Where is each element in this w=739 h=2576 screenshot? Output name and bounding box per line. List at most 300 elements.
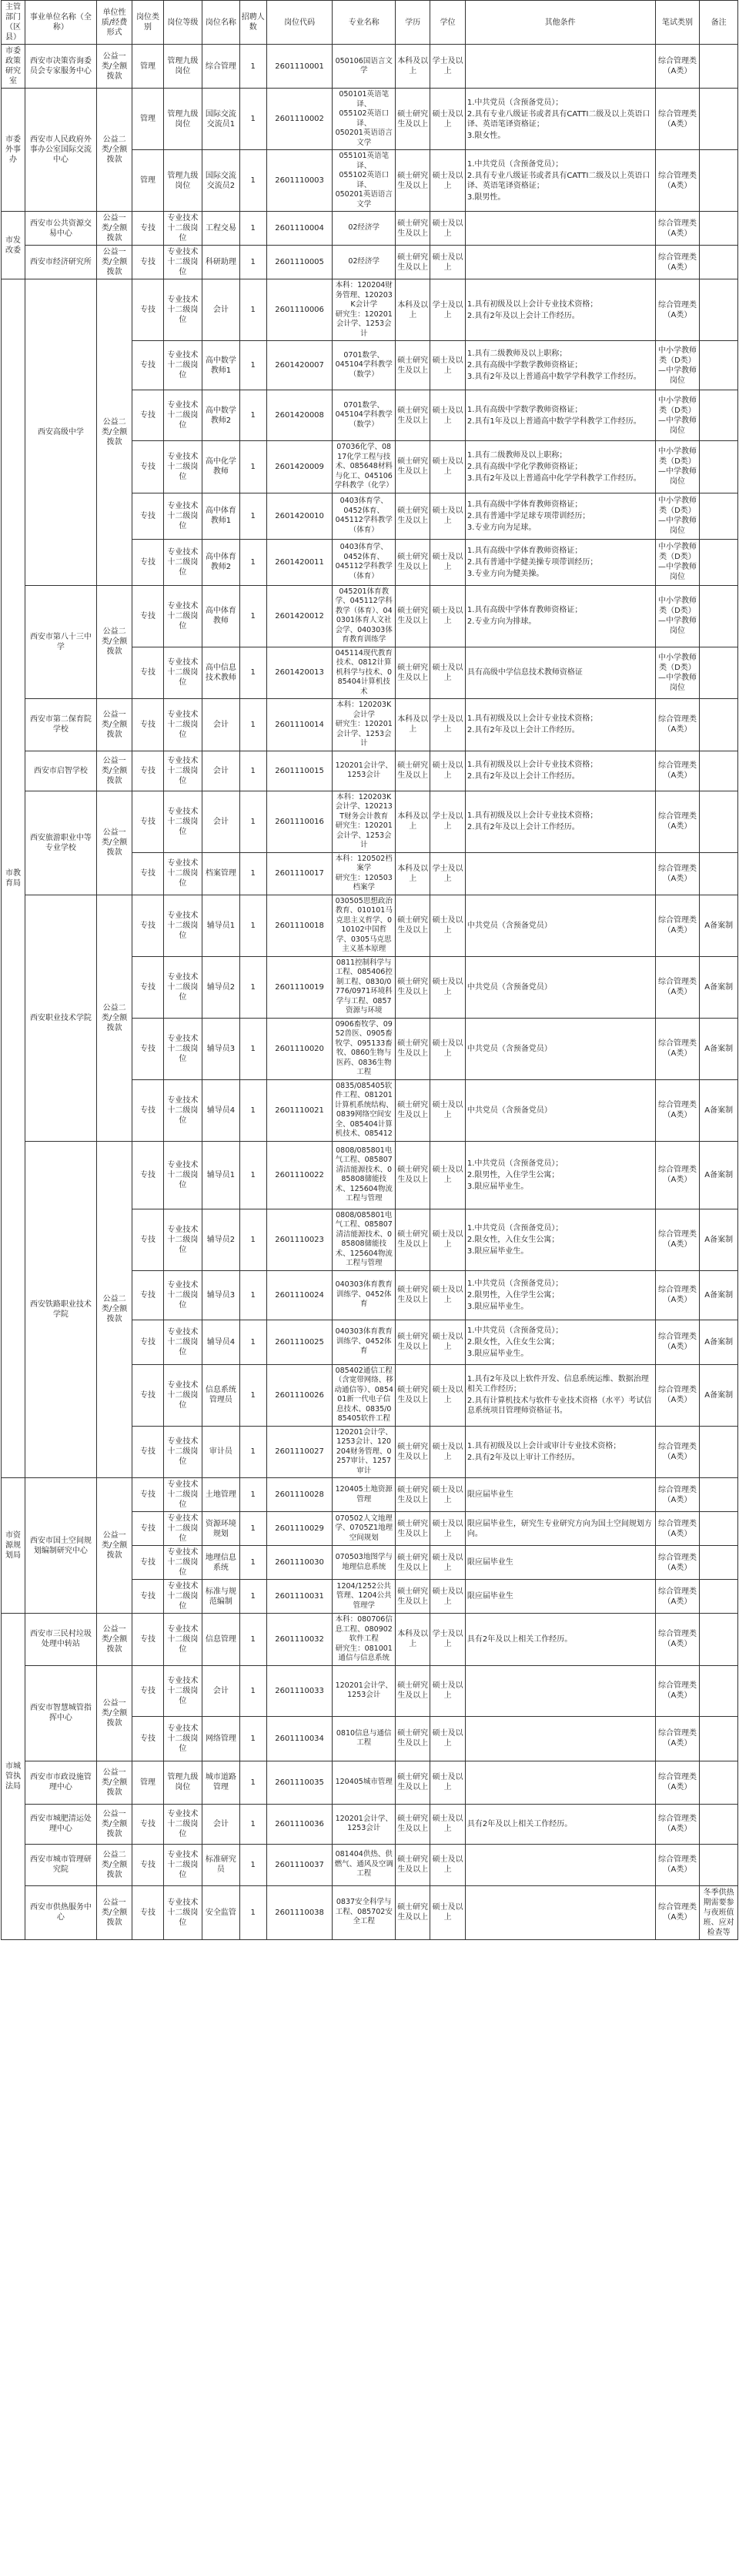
- table-row: [2, 1761, 738, 1804]
- category-cell: 专技: [132, 246, 163, 279]
- nature-cell: 公益二类/全额拨款: [96, 1141, 132, 1478]
- degree-cell: 硕士及以上: [430, 1079, 465, 1141]
- condition-line: 限应届毕业生: [466, 1490, 513, 1499]
- code-cell: 2601110033: [266, 1665, 333, 1716]
- education-cell: 硕士研究生及以上: [395, 441, 430, 493]
- post-cell: 国际交流交流员2: [202, 150, 240, 212]
- exam-cell: 综合管理类（A类）: [655, 1885, 700, 1939]
- post-cell: 城市道路管理: [202, 1761, 240, 1804]
- major-cell: [333, 895, 396, 956]
- condition-line: 具有高级中学信息技术教师资格证: [466, 668, 583, 677]
- major-cell: [333, 341, 396, 390]
- remarks-cell: A备案制: [700, 895, 738, 956]
- category-cell: 管理: [132, 89, 163, 150]
- exam-cell: 综合管理类（A类）: [655, 1546, 700, 1580]
- category-cell: 专技: [132, 791, 163, 852]
- table-row: [2, 699, 738, 751]
- category-cell: 管理: [132, 1761, 163, 1804]
- condition-line: 2.具有普通中学足球专项带训经历；: [466, 511, 590, 520]
- code-cell: 2601110027: [266, 1426, 333, 1478]
- post-cell: 安全监管: [202, 1885, 240, 1939]
- degree-cell: 硕士及以上: [430, 1141, 465, 1209]
- exam-cell: 中小学教师类（D类）—中学教师岗位: [655, 441, 700, 493]
- category-cell: 专技: [132, 852, 163, 895]
- level-cell: 专业技术十二级岗位: [163, 1209, 202, 1270]
- conditions-cell: [465, 493, 655, 539]
- exam-cell: 综合管理类（A类）: [655, 852, 700, 895]
- header-dept: 主管部门（区县）: [2, 1, 25, 45]
- education-cell: 硕士研究生及以上: [395, 539, 430, 585]
- category-cell: 专技: [132, 1665, 163, 1716]
- post-cell: 信息管理: [202, 1614, 240, 1666]
- degree-cell: 硕士及以上: [430, 956, 465, 1018]
- major-line: 040303体育教育训练学、0452体育: [335, 1327, 393, 1356]
- major-line: 120405城市管理: [335, 1777, 393, 1786]
- category-cell: 专技: [132, 1364, 163, 1426]
- code-cell: 2601110028: [266, 1478, 333, 1512]
- major-line: 02经济学: [348, 223, 380, 233]
- major-line: 050201英语语言文学: [335, 190, 393, 209]
- table-row: [2, 279, 738, 341]
- conditions-cell: [465, 390, 655, 441]
- category-cell: 专技: [132, 1844, 163, 1885]
- remarks-cell: [700, 699, 738, 751]
- level-cell: 专业技术十二级岗位: [163, 1804, 202, 1844]
- header-code: 岗位代码: [266, 1, 333, 45]
- nature-cell: 公益二类/全额拨款: [96, 895, 132, 1141]
- major-line: 120201会计学、1253会计: [335, 1814, 393, 1832]
- nature-cell: 公益一类/全额拨款: [96, 246, 132, 279]
- table-row: [2, 895, 738, 956]
- category-cell: 管理: [132, 45, 163, 89]
- nature-cell: 公益二类/全额拨款: [96, 1844, 132, 1885]
- exam-cell: 综合管理类（A类）: [655, 1270, 700, 1320]
- code-cell: 2601110016: [266, 791, 333, 852]
- post-cell: 高中体育教师: [202, 585, 240, 647]
- post-cell: 辅导员2: [202, 1209, 240, 1270]
- level-cell: 专业技术十二级岗位: [163, 212, 202, 246]
- conditions-cell: [465, 1761, 655, 1804]
- condition-line: 2.具有2年及以上会计工作经历。: [466, 726, 580, 735]
- count-cell: 1: [239, 1364, 266, 1426]
- count-cell: 1: [239, 1804, 266, 1844]
- count-cell: 1: [239, 1546, 266, 1580]
- count-cell: 1: [239, 1844, 266, 1885]
- table-row: [2, 1141, 738, 1209]
- level-cell: 专业技术十二级岗位: [163, 1580, 202, 1614]
- post-cell: 地理信息系统: [202, 1546, 240, 1580]
- major-line: 0808/085801电气工程、085807清洁能源技术、085808储能技术、125604物流工程与管理: [335, 1210, 393, 1267]
- exam-cell: 综合管理类（A类）: [655, 751, 700, 791]
- exam-cell: 综合管理类（A类）: [655, 45, 700, 89]
- remarks-cell: A备案制: [700, 1018, 738, 1079]
- post-cell: 辅导员1: [202, 895, 240, 956]
- code-cell: 2601110023: [266, 1209, 333, 1270]
- level-cell: 专业技术十二级岗位: [163, 1614, 202, 1666]
- education-cell: 硕士研究生及以上: [395, 390, 430, 441]
- conditions-cell: [465, 956, 655, 1018]
- conditions-cell: [465, 791, 655, 852]
- level-cell: 专业技术十二级岗位: [163, 1844, 202, 1885]
- category-cell: 专技: [132, 1270, 163, 1320]
- degree-cell: 硕士及以上: [430, 150, 465, 212]
- header-category: 岗位类别: [132, 1, 163, 45]
- unit-cell: 西安市第二保育院学校: [25, 699, 96, 751]
- remarks-cell: [700, 341, 738, 390]
- category-cell: 专技: [132, 390, 163, 441]
- code-cell: 2601110015: [266, 751, 333, 791]
- exam-cell: 综合管理类（A类）: [655, 1614, 700, 1666]
- conditions-cell: [465, 212, 655, 246]
- education-cell: 硕士研究生及以上: [395, 647, 430, 699]
- code-cell: 2601110004: [266, 212, 333, 246]
- post-cell: 辅导员4: [202, 1320, 240, 1364]
- major-line: 085402通信工程（含宽带网络、移动通信等）、085401新一代电子信息技术、0835/085405软件工程: [334, 1366, 393, 1423]
- major-cell: [333, 1844, 396, 1885]
- remarks-cell: [700, 279, 738, 341]
- remarks-cell: [700, 1614, 738, 1666]
- count-cell: 1: [239, 585, 266, 647]
- major-cell: [333, 1546, 396, 1580]
- condition-line: 2.具有专业八级证书或者具有CATTI二级及以上英语口译、英语笔译资格证；: [466, 109, 650, 129]
- major-line: 045112学科教学（体育）: [335, 562, 393, 580]
- remarks-cell: [700, 585, 738, 647]
- count-cell: 1: [239, 341, 266, 390]
- level-cell: 专业技术十二级岗位: [163, 647, 202, 699]
- code-cell: 2601110002: [266, 89, 333, 150]
- condition-line: 2.具有普通中学健美操专项带训经历；: [466, 557, 598, 567]
- exam-cell: 综合管理类（A类）: [655, 1320, 700, 1364]
- exam-cell: 中小学教师类（D类）—中学教师岗位: [655, 390, 700, 441]
- major-line: 040303体育教育训练学、0452体育: [335, 1280, 393, 1309]
- major-line: 0808/085801电气工程、085807清洁能源技术、085808储能技术、125604物流工程与管理: [335, 1146, 393, 1203]
- count-cell: 1: [239, 791, 266, 852]
- category-cell: 专技: [132, 1716, 163, 1761]
- degree-cell: 学士及以上: [430, 45, 465, 89]
- major-cell: [333, 1512, 396, 1546]
- degree-cell: 硕士及以上: [430, 1580, 465, 1614]
- table-row: [2, 751, 738, 791]
- education-cell: 硕士研究生及以上: [395, 585, 430, 647]
- header-nature: 单位性质/经费形式: [96, 1, 132, 45]
- education-cell: 硕士研究生及以上: [395, 212, 430, 246]
- education-cell: 硕士研究生及以上: [395, 1270, 430, 1320]
- remarks-cell: [700, 1716, 738, 1761]
- level-cell: 管理九级岗位: [163, 45, 202, 89]
- condition-line: 2.限男性，入住学生公寓；: [466, 1170, 560, 1179]
- dept-cell: 市委外事办: [2, 89, 25, 212]
- code-cell: 2601110025: [266, 1320, 333, 1364]
- level-cell: 专业技术十二级岗位: [163, 1546, 202, 1580]
- exam-cell: 综合管理类（A类）: [655, 1426, 700, 1478]
- conditions-cell: [465, 1804, 655, 1844]
- education-cell: 本科及以上: [395, 1614, 430, 1666]
- conditions-cell: [465, 1844, 655, 1885]
- condition-line: 限应届毕业生，研究生专业研究方向为国土空间规划方向。: [466, 1519, 652, 1538]
- condition-line: 2.具有2年及以上审计工作经历。: [466, 1453, 580, 1462]
- level-cell: 专业技术十二级岗位: [163, 751, 202, 791]
- major-cell: [333, 390, 396, 441]
- code-cell: 2601110014: [266, 699, 333, 751]
- post-cell: 工程交易: [202, 212, 240, 246]
- level-cell: 专业技术十二级岗位: [163, 1018, 202, 1079]
- post-cell: 会计: [202, 1665, 240, 1716]
- code-cell: 2601110035: [266, 1761, 333, 1804]
- degree-cell: 硕士及以上: [430, 1364, 465, 1426]
- education-cell: 硕士研究生及以上: [395, 1804, 430, 1844]
- condition-line: 1.具有初级及以上会计专业技术资格；: [466, 811, 598, 820]
- nature-cell: 公益一类/全额拨款: [96, 45, 132, 89]
- dept-cell: 市教育局: [2, 279, 25, 1478]
- degree-cell: 硕士及以上: [430, 1885, 465, 1939]
- degree-cell: 硕士及以上: [430, 89, 465, 150]
- exam-cell: 中小学教师类（D类）—中学教师岗位: [655, 341, 700, 390]
- degree-cell: 硕士及以上: [430, 1320, 465, 1364]
- education-cell: 本科及以上: [395, 791, 430, 852]
- major-cell: [333, 1079, 396, 1141]
- nature-cell: 公益二类/全额拨款: [96, 585, 132, 699]
- code-cell: 2601110018: [266, 895, 333, 956]
- condition-line: 3.具有2年及以上普通高中数学学科教学工作经历。: [466, 373, 641, 381]
- education-cell: 硕士研究生及以上: [395, 1141, 430, 1209]
- major-line: 本科：120204财务管理、120203K会计学: [335, 281, 393, 309]
- remarks-cell: [700, 493, 738, 539]
- condition-line: 3.限女性。: [466, 131, 506, 140]
- category-cell: 专技: [132, 956, 163, 1018]
- exam-cell: 综合管理类（A类）: [655, 895, 700, 956]
- unit-cell: 西安市三民村垃圾处理中转站: [25, 1614, 96, 1666]
- conditions-cell: [465, 1426, 655, 1478]
- major-line: 研究生：120201会计学、1253会计: [335, 309, 393, 338]
- education-cell: 硕士研究生及以上: [395, 246, 430, 279]
- conditions-cell: [465, 1270, 655, 1320]
- education-cell: 硕士研究生及以上: [395, 150, 430, 212]
- post-cell: 标准与规范编制: [202, 1580, 240, 1614]
- degree-cell: 硕士及以上: [430, 390, 465, 441]
- education-cell: 硕士研究生及以上: [395, 341, 430, 390]
- count-cell: 1: [239, 1885, 266, 1939]
- code-cell: 2601420012: [266, 585, 333, 647]
- education-cell: 硕士研究生及以上: [395, 1478, 430, 1512]
- unit-cell: 西安市人民政府外事办公室国际交流中心: [25, 89, 96, 212]
- education-cell: 硕士研究生及以上: [395, 1761, 430, 1804]
- remarks-cell: [700, 1761, 738, 1804]
- degree-cell: 学士及以上: [430, 1614, 465, 1666]
- post-cell: 会计: [202, 791, 240, 852]
- major-line: 07036化学、0817化学工程与技术、085648材料与化工、045106学科教学（化学）: [334, 443, 393, 490]
- degree-cell: 硕士及以上: [430, 1270, 465, 1320]
- code-cell: 2601110032: [266, 1614, 333, 1666]
- unit-cell: 西安高级中学: [25, 279, 96, 586]
- remarks-cell: [700, 89, 738, 150]
- major-line: 本科：120502档案学: [335, 854, 393, 872]
- level-cell: 专业技术十二级岗位: [163, 341, 202, 390]
- education-cell: 硕士研究生及以上: [395, 1580, 430, 1614]
- count-cell: 1: [239, 45, 266, 89]
- dept-cell: 市委政策研究室: [2, 45, 25, 89]
- post-cell: 高中数学教师2: [202, 390, 240, 441]
- unit-cell: 西安旅游职业中等专业学校: [25, 791, 96, 895]
- major-line: 0403体育学、: [339, 543, 388, 551]
- post-cell: 会计: [202, 1804, 240, 1844]
- category-cell: 专技: [132, 699, 163, 751]
- degree-cell: 硕士及以上: [430, 539, 465, 585]
- header-conditions: 其他条件: [465, 1, 655, 45]
- dept-cell: 市城管执法局: [2, 1614, 25, 1940]
- remarks-cell: A备案制: [700, 1364, 738, 1426]
- condition-line: 2.具有1年及以上普通高中数学学科教学工作经历。: [466, 417, 641, 426]
- table-row: [2, 1844, 738, 1885]
- condition-line: 1.具有初级及以上会计专业技术资格；: [466, 761, 598, 769]
- degree-cell: 硕士及以上: [430, 212, 465, 246]
- unit-cell: 西安市市政设施管理中心: [25, 1761, 96, 1804]
- condition-line: 具有2年及以上相关工作经历。: [466, 1819, 573, 1828]
- level-cell: 专业技术十二级岗位: [163, 1716, 202, 1761]
- degree-cell: 硕士及以上: [430, 493, 465, 539]
- post-cell: 会计: [202, 751, 240, 791]
- count-cell: 1: [239, 539, 266, 585]
- degree-cell: 硕士及以上: [430, 895, 465, 956]
- conditions-cell: [465, 150, 655, 212]
- major-line: 0452体育、: [343, 552, 385, 561]
- exam-cell: 综合管理类（A类）: [655, 1716, 700, 1761]
- major-line: 030505思想政治教育、010101马克思主义哲学、010102中国哲学、0305马克思主义基本原理: [335, 896, 393, 953]
- level-cell: 专业技术十二级岗位: [163, 1141, 202, 1209]
- major-line: 0701数学、: [343, 350, 385, 360]
- major-line: 本科：120203K会计学: [336, 701, 392, 719]
- major-cell: [333, 1426, 396, 1478]
- conditions-cell: [465, 1079, 655, 1141]
- education-cell: 硕士研究生及以上: [395, 1364, 430, 1426]
- exam-cell: 中小学教师类（D类）—中学教师岗位: [655, 585, 700, 647]
- table-row: [2, 212, 738, 246]
- condition-line: 1.具有高级中学体育教师资格证；: [466, 606, 583, 614]
- degree-cell: 学士及以上: [430, 699, 465, 751]
- major-line: 070502人文地理学、0705Z1地理空间规划: [335, 1514, 393, 1542]
- degree-cell: 硕士及以上: [430, 1546, 465, 1580]
- post-cell: 会计: [202, 279, 240, 341]
- exam-cell: 中小学教师类（D类）—中学教师岗位: [655, 493, 700, 539]
- category-cell: 专技: [132, 1079, 163, 1141]
- exam-cell: 综合管理类（A类）: [655, 1512, 700, 1546]
- exam-cell: 综合管理类（A类）: [655, 150, 700, 212]
- count-cell: 1: [239, 699, 266, 751]
- education-cell: 硕士研究生及以上: [395, 493, 430, 539]
- condition-line: 中共党员（含预备党员）: [466, 1044, 552, 1053]
- count-cell: 1: [239, 1270, 266, 1320]
- count-cell: 1: [239, 1209, 266, 1270]
- nature-cell: 公益二类/全额拨款: [96, 89, 132, 212]
- major-line: 0403体育学、: [339, 497, 388, 505]
- count-cell: 1: [239, 390, 266, 441]
- unit-cell: 西安市启智学校: [25, 751, 96, 791]
- post-cell: 档案管理: [202, 852, 240, 895]
- code-cell: 2601110024: [266, 1270, 333, 1320]
- unit-cell: 西安市决策咨询委员会专家服务中心: [25, 45, 96, 89]
- condition-line: 2.具有2年及以上会计工作经历。: [466, 772, 580, 781]
- unit-cell: 西安铁路职业技术学院: [25, 1141, 96, 1478]
- degree-cell: 硕士及以上: [430, 1761, 465, 1804]
- header-degree: 学位: [430, 1, 465, 45]
- count-cell: 1: [239, 441, 266, 493]
- table-row: [2, 585, 738, 647]
- table-row: [2, 1614, 738, 1666]
- level-cell: 专业技术十二级岗位: [163, 1665, 202, 1716]
- category-cell: 专技: [132, 441, 163, 493]
- condition-line: 3.限男性。: [466, 192, 506, 202]
- code-cell: 2601110005: [266, 246, 333, 279]
- education-cell: 硕士研究生及以上: [395, 1018, 430, 1079]
- major-line: 050106国语言文学: [335, 56, 393, 75]
- conditions-cell: [465, 751, 655, 791]
- exam-cell: 综合管理类（A类）: [655, 1209, 700, 1270]
- exam-cell: 综合管理类（A类）: [655, 1580, 700, 1614]
- unit-cell: 西安市第八十三中学: [25, 585, 96, 699]
- table-row: [2, 791, 738, 852]
- level-cell: 专业技术十二级岗位: [163, 895, 202, 956]
- header-post: 岗位名称: [202, 1, 240, 45]
- category-cell: 专技: [132, 279, 163, 341]
- level-cell: 专业技术十二级岗位: [163, 1512, 202, 1546]
- exam-cell: 综合管理类（A类）: [655, 1018, 700, 1079]
- category-cell: 专技: [132, 1580, 163, 1614]
- education-cell: 硕士研究生及以上: [395, 1426, 430, 1478]
- condition-line: 2.具有专业八级证书或者具有CATTI二级及以上英语口译、英语笔译资格证；: [466, 171, 650, 190]
- code-cell: 2601110020: [266, 1018, 333, 1079]
- code-cell: 2601420008: [266, 390, 333, 441]
- post-cell: 审计员: [202, 1426, 240, 1478]
- level-cell: 专业技术十二级岗位: [163, 390, 202, 441]
- condition-line: 3.限应届毕业生。: [466, 1246, 529, 1256]
- header-level: 岗位等级: [163, 1, 202, 45]
- remarks-cell: A备案制: [700, 1079, 738, 1141]
- exam-cell: 综合管理类（A类）: [655, 791, 700, 852]
- level-cell: 专业技术十二级岗位: [163, 585, 202, 647]
- major-cell: [333, 246, 396, 279]
- conditions-cell: [465, 89, 655, 150]
- nature-cell: 公益一类/全额拨款: [96, 699, 132, 751]
- major-cell: [333, 647, 396, 699]
- level-cell: 专业技术十二级岗位: [163, 493, 202, 539]
- remarks-cell: [700, 1844, 738, 1885]
- major-line: 120201会计学、1253会计: [335, 761, 393, 779]
- code-cell: 2601110022: [266, 1141, 333, 1209]
- condition-line: 中共党员（含预备党员）: [466, 921, 552, 930]
- count-cell: 1: [239, 895, 266, 956]
- major-cell: [333, 585, 396, 647]
- exam-cell: 综合管理类（A类）: [655, 279, 700, 341]
- code-cell: 2601110021: [266, 1079, 333, 1141]
- condition-line: 限应届毕业生: [466, 1558, 513, 1567]
- major-line: 研究生：120201会计学、1253会计: [335, 821, 393, 849]
- table-row: [2, 45, 738, 89]
- level-cell: 专业技术十二级岗位: [163, 441, 202, 493]
- nature-cell: 公益一类/全额拨款: [96, 212, 132, 246]
- post-cell: 高中体育教师1: [202, 493, 240, 539]
- code-cell: 2601420007: [266, 341, 333, 390]
- major-line: 070503地图学与地理信息系统: [335, 1553, 393, 1571]
- level-cell: 专业技术十二级岗位: [163, 1885, 202, 1939]
- code-cell: 2601110036: [266, 1804, 333, 1844]
- major-line: 050201英语语言文学: [335, 129, 393, 147]
- level-cell: 专业技术十二级岗位: [163, 1478, 202, 1512]
- remarks-cell: [700, 751, 738, 791]
- major-line: 120201会计学、1253会计: [335, 1681, 393, 1699]
- degree-cell: 硕士及以上: [430, 1844, 465, 1885]
- code-cell: 2601110038: [266, 1885, 333, 1939]
- major-line: 055102英语口译、: [339, 109, 390, 128]
- exam-cell: 综合管理类（A类）: [655, 1364, 700, 1426]
